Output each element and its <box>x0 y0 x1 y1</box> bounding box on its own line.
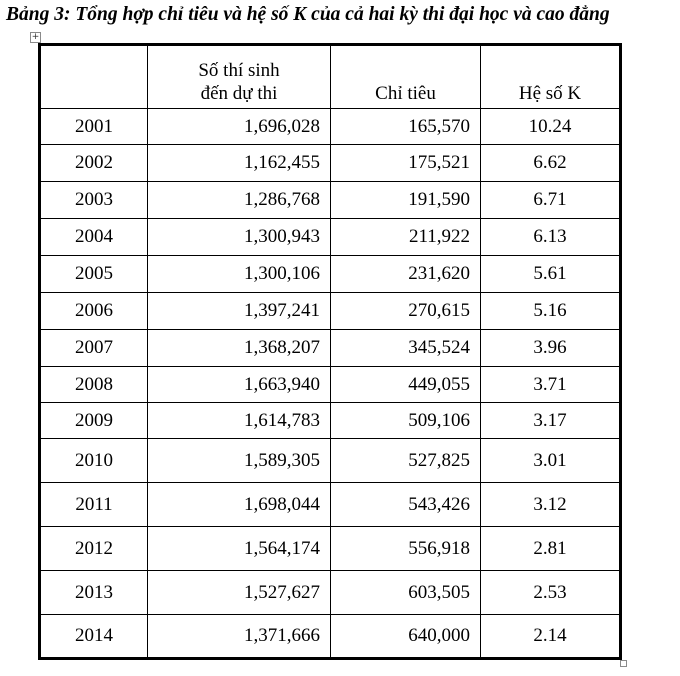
cell-year: 2002 <box>40 145 148 182</box>
cell-quota: 175,521 <box>331 145 481 182</box>
table-row <box>40 439 621 483</box>
cell-candidates: 1,696,028 <box>148 109 331 145</box>
cell-year: 2011 <box>40 483 148 527</box>
table-row <box>40 256 621 293</box>
cell-k: 2.14 <box>481 615 621 659</box>
header-candidates <box>148 45 331 109</box>
cell-k: 2.81 <box>481 527 621 571</box>
cell-k: 6.62 <box>481 145 621 182</box>
table-row <box>40 483 621 527</box>
cell-candidates: 1,162,455 <box>148 145 331 182</box>
cell-year: 2007 <box>40 330 148 367</box>
cell-quota: 603,505 <box>331 571 481 615</box>
cell-k: 2.53 <box>481 571 621 615</box>
cell-quota: 509,106 <box>331 403 481 439</box>
cell-quota: 543,426 <box>331 483 481 527</box>
cell-candidates: 1,371,666 <box>148 615 331 659</box>
header-candidates-line1: Số thí sinh <box>198 60 280 81</box>
cell-candidates: 1,397,241 <box>148 293 331 330</box>
header-quota: Chỉ tiêu <box>331 45 481 109</box>
cell-year: 2009 <box>40 403 148 439</box>
cell-k: 3.71 <box>481 367 621 403</box>
cell-year: 2014 <box>40 615 148 659</box>
cell-year: 2006 <box>40 293 148 330</box>
cell-k: 10.24 <box>481 109 621 145</box>
cell-quota: 165,570 <box>331 109 481 145</box>
cell-k: 3.12 <box>481 483 621 527</box>
cell-quota: 270,615 <box>331 293 481 330</box>
table-row <box>40 527 621 571</box>
table-caption: Bảng 3: Tổng hợp chỉ tiêu và hệ số K của cả hai kỳ thi đại học và cao đẳng <box>6 4 610 25</box>
cell-candidates: 1,698,044 <box>148 483 331 527</box>
cell-quota: 345,524 <box>331 330 481 367</box>
table-row <box>40 367 621 403</box>
cell-quota: 191,590 <box>331 182 481 219</box>
cell-year: 2008 <box>40 367 148 403</box>
cell-candidates: 1,564,174 <box>148 527 331 571</box>
move-handle-icon[interactable]: + <box>31 32 40 42</box>
data-table <box>38 43 622 660</box>
table-row <box>40 293 621 330</box>
cell-candidates: 1,300,106 <box>148 256 331 293</box>
cell-k: 3.96 <box>481 330 621 367</box>
cell-year: 2003 <box>40 182 148 219</box>
cell-candidates: 1,614,783 <box>148 403 331 439</box>
cell-quota: 211,922 <box>331 219 481 256</box>
cell-k: 6.13 <box>481 219 621 256</box>
header-candidates-line2: đến dự thi <box>200 83 278 104</box>
cell-candidates: 1,368,207 <box>148 330 331 367</box>
resize-handle[interactable] <box>620 660 627 667</box>
table-row <box>40 330 621 367</box>
cell-quota: 527,825 <box>331 439 481 483</box>
cell-year: 2013 <box>40 571 148 615</box>
cell-quota: 231,620 <box>331 256 481 293</box>
cell-candidates: 1,286,768 <box>148 182 331 219</box>
cell-year: 2004 <box>40 219 148 256</box>
table-row <box>40 182 621 219</box>
cell-candidates: 1,527,627 <box>148 571 331 615</box>
header-k: Hệ số K <box>481 45 621 109</box>
cell-k: 6.71 <box>481 182 621 219</box>
table-row <box>40 615 621 659</box>
table-row <box>40 109 621 145</box>
cell-k: 5.16 <box>481 293 621 330</box>
cell-quota: 556,918 <box>331 527 481 571</box>
table-row <box>40 403 621 439</box>
table-row <box>40 571 621 615</box>
header-year <box>40 45 148 109</box>
table-row <box>40 219 621 256</box>
header-row <box>40 45 621 109</box>
cell-year: 2010 <box>40 439 148 483</box>
table-body <box>40 109 621 659</box>
table-row <box>40 145 621 182</box>
cell-k: 5.61 <box>481 256 621 293</box>
cell-quota: 449,055 <box>331 367 481 403</box>
cell-year: 2005 <box>40 256 148 293</box>
cell-k: 3.01 <box>481 439 621 483</box>
cell-year: 2001 <box>40 109 148 145</box>
cell-candidates: 1,663,940 <box>148 367 331 403</box>
cell-quota: 640,000 <box>331 615 481 659</box>
cell-candidates: 1,300,943 <box>148 219 331 256</box>
cell-candidates: 1,589,305 <box>148 439 331 483</box>
cell-year: 2012 <box>40 527 148 571</box>
cell-k: 3.17 <box>481 403 621 439</box>
